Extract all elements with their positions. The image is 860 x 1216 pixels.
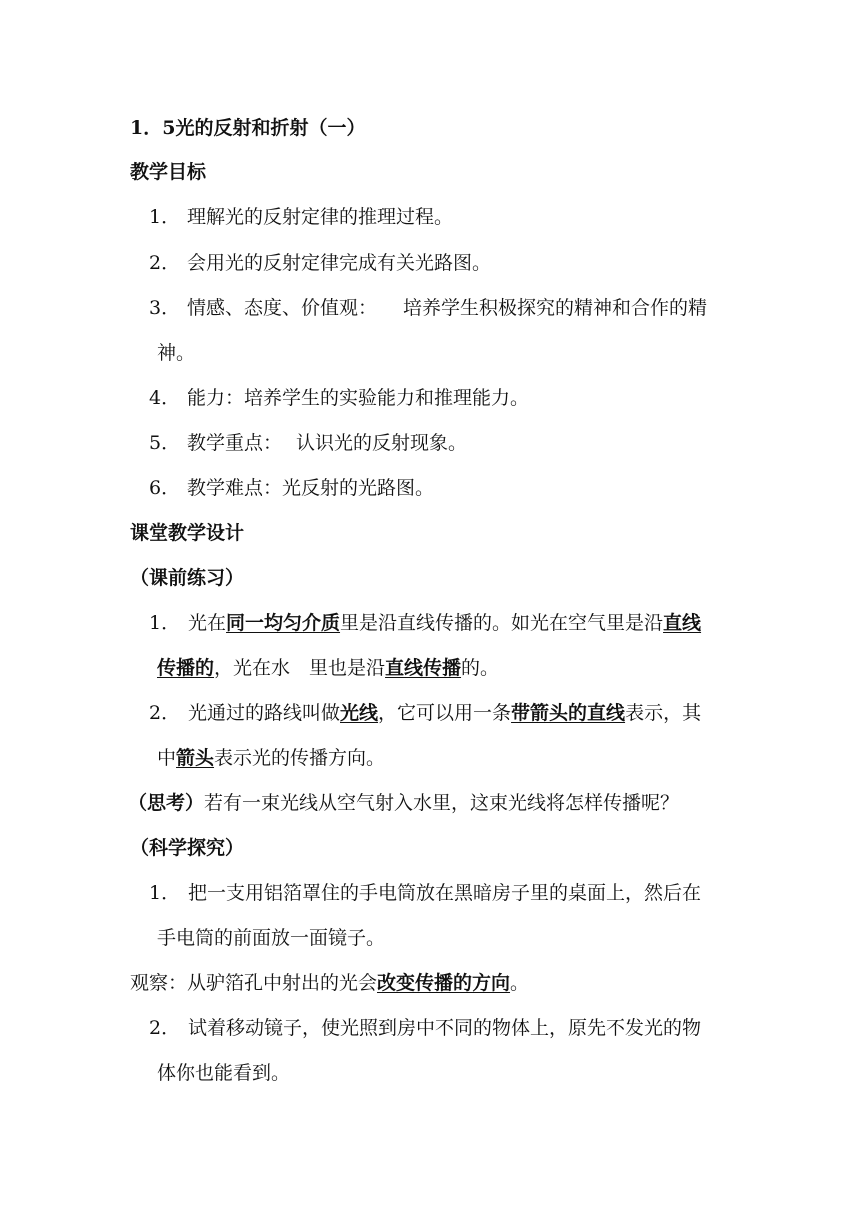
item-number: 1． [149,612,181,634]
explore-heading: （科学探究） [130,837,245,859]
practice-question-2 [149,701,701,725]
explore-step-1 [149,881,701,905]
item-number: 3． [149,297,181,319]
item-number: 1． [149,206,181,228]
objective-item-5 [149,431,467,455]
answer-blank: 改变传播的方向 [377,972,511,994]
step-text: 试着移动镜子，使光照到房中不同的物体上，原先不发光的物 [188,1017,702,1039]
item-number: 2． [149,1017,181,1039]
answer-blank: 同一均匀介质 [226,612,341,634]
item-number: 4． [149,387,181,409]
answer-blank: 带箭头的直线 [511,702,626,724]
explore-step-1-continuation: 手电筒的前面放一面镜子。 [157,927,386,949]
practice-question-2-continuation [157,746,385,770]
item-text: 培养学生积极探究的精神和合作的精 [403,297,708,319]
objective-item-2 [149,251,491,275]
item-number: 5． [149,432,181,454]
think-label: （思考） [128,792,205,814]
pre-practice-heading: （课前练习） [130,567,245,589]
item-number: 2． [149,702,181,724]
objective-item-4 [149,386,529,410]
item-label: 教学重点： [187,432,283,454]
question-text: ，它可以用一条 [378,702,512,724]
question-text: 光在 [188,612,227,634]
answer-blank: 光线 [340,702,379,724]
observation-text: 观察：从驴箔孔中射出的光会 [130,972,378,994]
item-number: 6． [149,477,181,499]
item-text: 教学难点：光反射的光路图。 [187,477,435,499]
objective-item-3 [149,296,707,320]
question-text: 表示光的传播方向。 [214,747,386,769]
objective-item-6 [149,476,434,500]
question-text: 中 [157,747,177,769]
observation-line [130,971,529,995]
document-title: 1．5光的反射和折射（一） [130,117,366,139]
answer-blank: 直线 [663,612,702,634]
explore-step-2 [149,1016,701,1040]
design-heading: 课堂教学设计 [130,522,245,544]
practice-question-1-continuation [157,656,499,680]
answer-blank: 传播的 [157,657,215,679]
item-text: 理解光的反射定律的推理过程。 [187,206,454,228]
question-text: 表示，其 [625,702,702,724]
question-text: ，光在水 里也是沿 [214,657,386,679]
question-text: 里是沿直线传播的。如光在空气里是沿 [340,612,664,634]
question-text: 的。 [461,657,500,679]
answer-blank: 箭头 [176,747,215,769]
objectives-heading: 教学目标 [130,161,207,183]
item-text: 能力：培养学生的实验能力和推理能力。 [187,387,530,409]
question-text: 光通过的路线叫做 [188,702,341,724]
think-text: 若有一束光线从空气射入水里，这束光线将怎样传播呢？ [204,792,680,814]
objective-item-3-continuation: 神。 [157,342,196,364]
item-label: 情感、态度、价值观： [187,297,378,319]
observation-text: 。 [510,972,530,994]
item-number: 2． [149,252,181,274]
item-text: 认识光的反射现象。 [296,432,468,454]
think-question [128,791,679,815]
objective-item-1 [149,205,453,229]
explore-step-2-continuation: 体你也能看到。 [157,1062,291,1084]
step-text: 把一支用铝箔罩住的手电筒放在黑暗房子里的桌面上，然后在 [188,882,702,904]
item-number: 1． [149,882,181,904]
practice-question-1 [149,611,701,635]
item-text: 会用光的反射定律完成有关光路图。 [187,252,492,274]
answer-blank: 直线传播 [385,657,462,679]
